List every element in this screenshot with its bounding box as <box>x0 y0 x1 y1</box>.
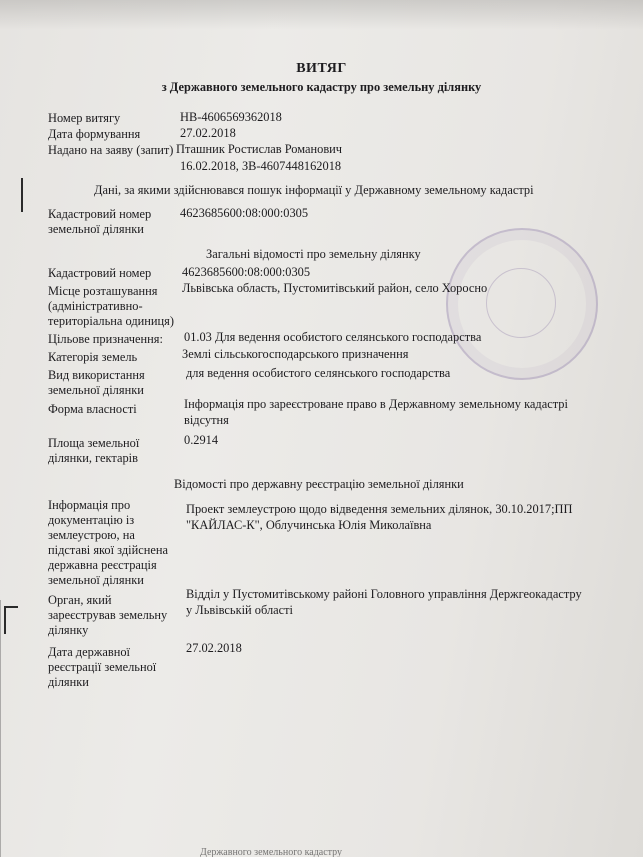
registration-date-label-3: ділянки <box>48 675 89 689</box>
request-applicant-value: Пташник Ростислав Романович <box>176 142 343 156</box>
registrar-label-2: зареєстрував земельну <box>48 608 168 622</box>
registration-section-heading: Відомості про державну реєстрацію земельної ділянки <box>174 477 464 491</box>
location-label-3: територіальна одиниця) <box>48 314 174 328</box>
purpose-label: Цільове призначення: <box>48 332 163 346</box>
location-label-2: (адміністративно- <box>48 299 143 313</box>
search-cadastral-value: 4623685600:08:000:0305 <box>180 206 309 220</box>
area-label-2: ділянки, гектарів <box>48 451 138 465</box>
docs-label-5: державна реєстрація <box>48 558 157 572</box>
page-shadow <box>0 0 643 30</box>
general-cadastral-label: Кадастровий номер <box>48 266 152 280</box>
docs-value-2: "КАЙЛАС-К", Облучинська Юлія Миколаївна <box>186 518 432 532</box>
extract-number-value: НВ-4606569362018 <box>180 110 282 124</box>
search-section-heading: Дані, за якими здійснювався пошук інформації у Державному земельному кадастрі <box>94 183 534 197</box>
ownership-form-label: Форма власності <box>48 402 137 416</box>
registrar-label-3: ділянку <box>48 623 89 637</box>
request-date-number-value: 16.02.2018, ЗВ-4607448162018 <box>180 159 342 173</box>
docs-label-3: землеустрою, на <box>48 528 135 542</box>
document-title: ВИТЯГ <box>296 61 347 76</box>
general-cadastral-value: 4623685600:08:000:0305 <box>182 265 311 279</box>
land-category-value: Землі сільськогосподарського призначення <box>182 347 409 361</box>
ownership-form-value-2: відсутня <box>184 413 229 427</box>
registrar-label-1: Орган, який <box>48 593 112 607</box>
docs-label-4: підставі якої здійснена <box>48 543 168 557</box>
pen-mark-vertical <box>21 178 23 212</box>
usage-type-value: для ведення особистого селянського господарства <box>186 366 451 380</box>
registration-date-value: 27.02.2018 <box>186 641 242 655</box>
search-cadastral-label-1: Кадастровий номер <box>48 207 152 221</box>
docs-label-6: земельної ділянки <box>48 573 144 587</box>
extract-number-label: Номер витягу <box>48 111 121 125</box>
usage-type-label-2: земельної ділянки <box>48 383 144 397</box>
purpose-value: 01.03 Для ведення особистого селянського господарства <box>184 330 482 344</box>
round-seal-stamp <box>446 228 598 380</box>
docs-label-1: Інформація про <box>48 498 131 512</box>
docs-label-2: документацію із <box>48 513 135 527</box>
docs-value-1: Проект землеустрою щодо відведення земельних ділянок, 30.10.2017;ПП <box>186 502 573 516</box>
request-label: Надано на заяву (запит) <box>48 143 174 157</box>
area-value: 0.2914 <box>184 433 219 447</box>
registration-date-label-1: Дата державної <box>48 645 130 659</box>
land-category-label: Категорія земель <box>48 350 138 364</box>
registration-date-label-2: реєстрації земельної <box>48 660 157 674</box>
registrar-value-2: у Львівській області <box>186 603 293 617</box>
ownership-form-value-1: Інформація про зареєстроване право в Державному земельному кадастрі <box>184 397 568 411</box>
location-value: Львівська область, Пустомитівський район, село Хоросно <box>182 281 488 295</box>
formed-date-value: 27.02.2018 <box>180 126 236 140</box>
registrar-value-1: Відділ у Пустомитівському районі Головного управління Держгеокадастру <box>186 587 582 601</box>
search-cadastral-label-2: земельної ділянки <box>48 222 144 236</box>
location-label-1: Місце розташування <box>48 284 158 298</box>
paper-fold-edge <box>0 600 31 857</box>
general-section-heading: Загальні відомості про земельну ділянку <box>206 247 421 261</box>
formed-date-label: Дата формування <box>48 127 141 141</box>
area-label-1: Площа земельної <box>48 436 140 450</box>
footer-text: Державного земельного кадастру <box>200 847 343 857</box>
document-subtitle: з Державного земельного кадастру про земельну ділянку <box>161 80 482 94</box>
usage-type-label-1: Вид використання <box>48 368 145 382</box>
